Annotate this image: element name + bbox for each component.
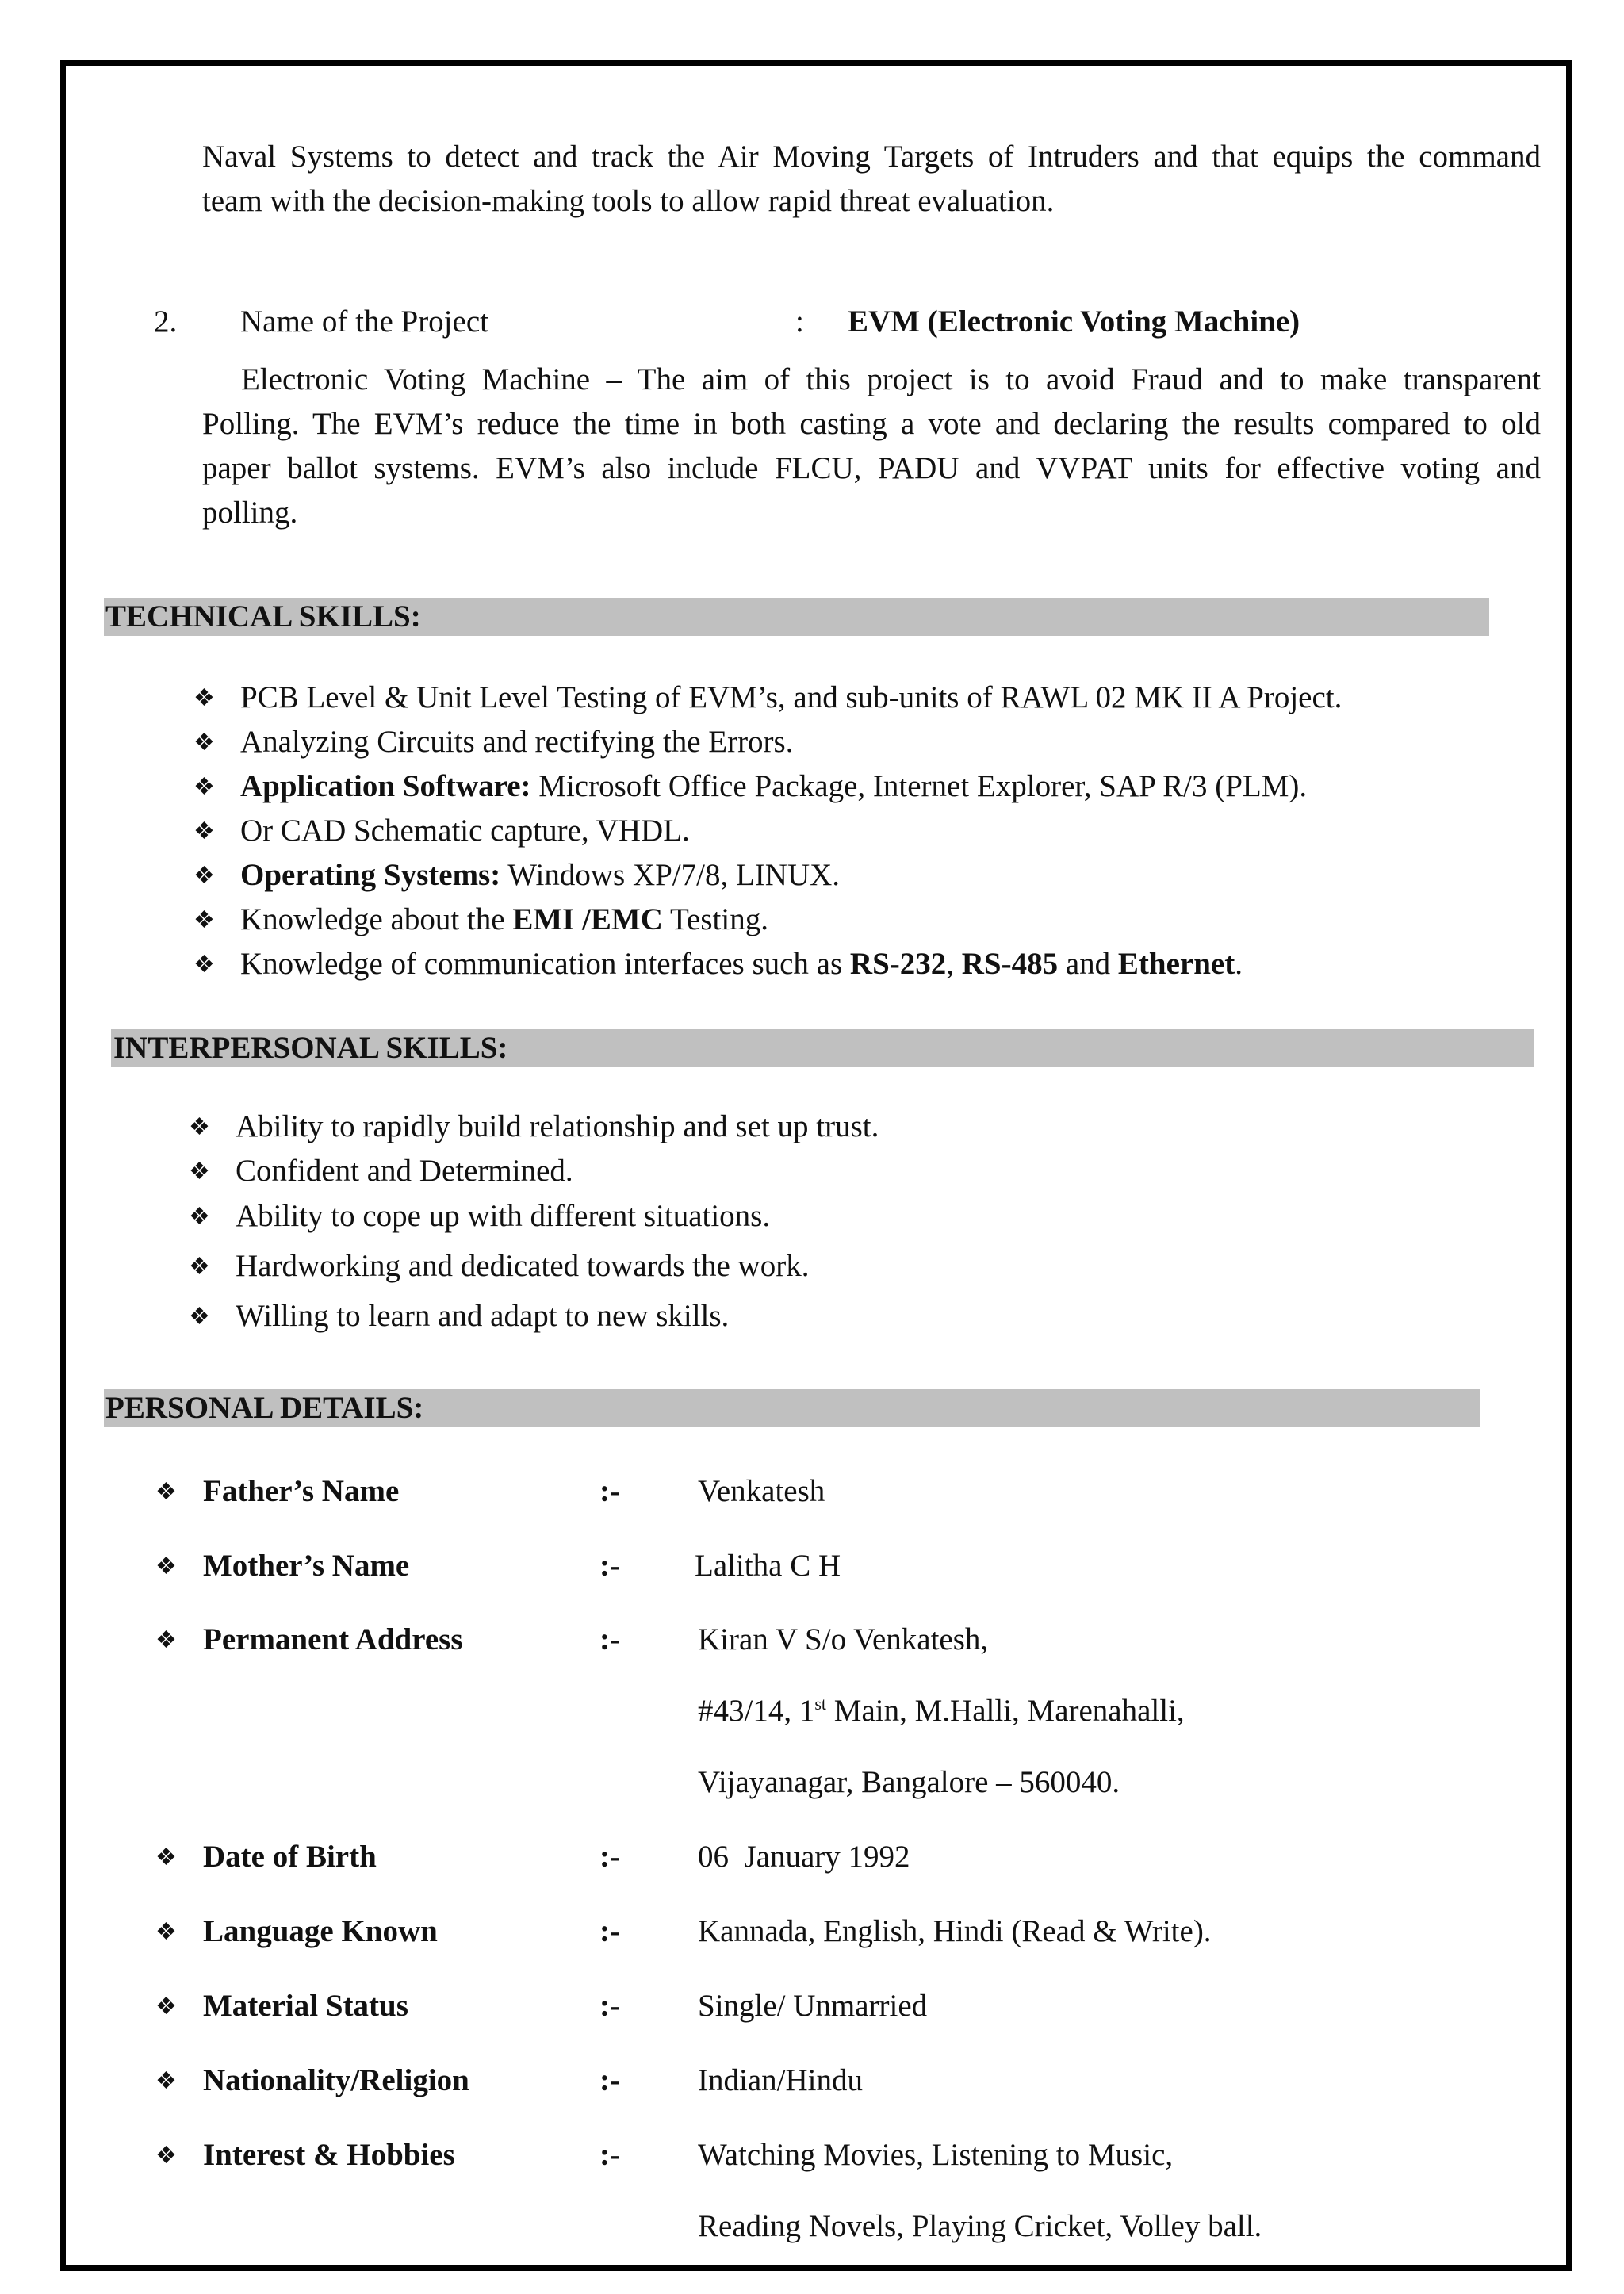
intro-line-1: Naval Systems to detect and track the Air Moving Targets of Intruders and that equips the command — [202, 140, 1541, 174]
skill-text: . — [1235, 947, 1243, 981]
technical-skill-item — [240, 853, 840, 898]
skill-text: Knowledge about the — [240, 902, 513, 936]
project-name: EVM (Electronic Voting Machine) — [848, 304, 1300, 339]
address-label: Permanent Address — [203, 1622, 463, 1656]
skill-emphasis: EMI /EMC — [512, 902, 663, 936]
mother-name-label: Mother’s Name — [203, 1549, 410, 1583]
personal-details-title: PERSONAL DETAILS: — [105, 1391, 424, 1425]
hobbies-label: Interest & Hobbies — [203, 2138, 455, 2172]
diamond-bullet-icon: ❖ — [155, 1919, 177, 1945]
technical-skills-title: TECHNICAL SKILLS: — [105, 599, 421, 634]
diamond-bullet-icon: ❖ — [155, 1479, 177, 1505]
project-label: Name of the Project — [240, 304, 488, 339]
language-value: Kannada, English, Hindi (Read & Write). — [698, 1914, 1212, 1948]
interpersonal-skill-item: Ability to cope up with different situations. — [236, 1199, 771, 1233]
skill-category-label: Operating Systems: — [240, 858, 501, 892]
interpersonal-skill-item: Hardworking and dedicated towards the work. — [236, 1249, 810, 1283]
field-separator: :- — [599, 1914, 620, 1948]
diamond-bullet-icon: ❖ — [193, 952, 215, 978]
skill-category-value: Microsoft Office Package, Internet Explorer, SAP R/3 (PLM). — [530, 769, 1308, 803]
language-label: Language Known — [203, 1914, 438, 1948]
technical-skill-item — [240, 942, 1243, 986]
hobbies-line-2: Reading Novels, Playing Cricket, Volley ball. — [698, 2209, 1262, 2243]
interpersonal-skill-item: Ability to rapidly build relationship and set up trust. — [236, 1109, 879, 1143]
technical-skill-item — [240, 764, 1307, 809]
dob-label: Date of Birth — [203, 1840, 377, 1874]
intro-paragraph — [202, 135, 1541, 224]
field-separator: :- — [599, 1474, 620, 1508]
address-street: Main, M.Halli, Marenahalli, — [826, 1694, 1185, 1728]
marital-status-value: Single/ Unmarried — [698, 1989, 928, 2023]
field-separator: :- — [599, 2138, 620, 2172]
marital-status-label: Material Status — [203, 1989, 408, 2023]
skill-text: and — [1058, 947, 1118, 981]
skill-category-value: Windows XP/7/8, LINUX. — [500, 858, 841, 892]
father-name-label: Father’s Name — [203, 1474, 400, 1508]
diamond-bullet-icon: ❖ — [155, 1993, 177, 2020]
diamond-bullet-icon: ❖ — [155, 2068, 177, 2094]
nationality-label: Nationality/Religion — [203, 2063, 469, 2097]
address-line-3: Vijayanagar, Bangalore – 560040. — [698, 1765, 1120, 1799]
diamond-bullet-icon: ❖ — [193, 818, 215, 844]
project-desc-line-2: Polling. The EVM’s reduce the time in both casting a vote and declaring the results compared to old — [202, 407, 1541, 441]
field-separator: :- — [599, 1622, 620, 1656]
diamond-bullet-icon: ❖ — [193, 685, 215, 711]
diamond-bullet-icon: ❖ — [189, 1114, 210, 1140]
nationality-value: Indian/Hindu — [698, 2063, 863, 2097]
diamond-bullet-icon: ❖ — [189, 1304, 210, 1330]
diamond-bullet-icon: ❖ — [155, 1553, 177, 1580]
interpersonal-skill-item: Willing to learn and adapt to new skills. — [236, 1299, 730, 1333]
diamond-bullet-icon: ❖ — [155, 2143, 177, 2169]
skill-text: Testing. — [662, 902, 768, 936]
technical-skill-item: Analyzing Circuits and rectifying the Errors. — [240, 725, 794, 759]
skill-text: , — [946, 947, 962, 981]
diamond-bullet-icon: ❖ — [193, 907, 215, 933]
field-separator: :- — [599, 1989, 620, 2023]
project-colon: : — [795, 304, 804, 339]
diamond-bullet-icon: ❖ — [155, 1627, 177, 1653]
diamond-bullet-icon: ❖ — [189, 1158, 210, 1185]
skill-category-label: Application Software: — [240, 769, 531, 803]
dob-value: 06 January 1992 — [698, 1840, 910, 1874]
project-desc-line-1: Electronic Voting Machine – The aim of this project is to avoid Fraud and to make transparent — [241, 362, 1541, 396]
field-separator: :- — [599, 1549, 620, 1583]
diamond-bullet-icon: ❖ — [155, 1844, 177, 1871]
project-description — [202, 358, 1541, 535]
project-desc-line-4: polling. — [202, 496, 298, 530]
address-line-1: Kiran V S/o Venkatesh, — [698, 1622, 989, 1656]
skill-text: Knowledge of communication interfaces such as — [240, 947, 850, 981]
project-desc-line-3: paper ballot systems. EVM’s also include FLCU, PADU and VVPAT units for effective voting and — [202, 451, 1541, 485]
diamond-bullet-icon: ❖ — [193, 863, 215, 889]
field-separator: :- — [599, 2063, 620, 2097]
diamond-bullet-icon: ❖ — [193, 730, 215, 756]
technical-skill-item: Or CAD Schematic capture, VHDL. — [240, 814, 690, 848]
interpersonal-skill-item: Confident and Determined. — [236, 1154, 573, 1188]
mother-name-value: Lalitha C H — [695, 1549, 841, 1583]
address-number: #43/14, 1 — [698, 1694, 815, 1728]
diamond-bullet-icon: ❖ — [193, 774, 215, 800]
hobbies-line-1: Watching Movies, Listening to Music, — [698, 2138, 1174, 2172]
interpersonal-skills-title: INTERPERSONAL SKILLS: — [113, 1031, 508, 1065]
address-line-2 — [698, 1689, 1185, 1733]
intro-line-2: team with the decision-making tools to allow rapid threat evaluation. — [202, 184, 1055, 218]
technical-skill-item — [240, 898, 768, 942]
ordinal-suffix: st — [814, 1694, 827, 1714]
technical-skill-item: PCB Level & Unit Level Testing of EVM’s, and sub-units of RAWL 02 MK II A Project. — [240, 680, 1342, 714]
diamond-bullet-icon: ❖ — [189, 1204, 210, 1230]
field-separator: :- — [599, 1840, 620, 1874]
father-name-value: Venkatesh — [698, 1474, 825, 1508]
project-number: 2. — [154, 304, 178, 339]
diamond-bullet-icon: ❖ — [189, 1254, 210, 1280]
skill-emphasis: Ethernet — [1117, 947, 1235, 981]
skill-emphasis: RS-232 — [849, 947, 947, 981]
skill-emphasis: RS-485 — [961, 947, 1059, 981]
